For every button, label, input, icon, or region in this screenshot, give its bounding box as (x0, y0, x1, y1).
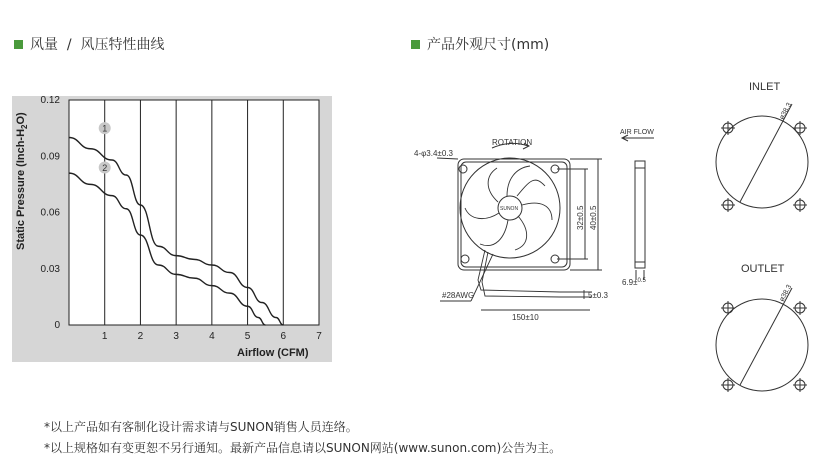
x-tick-label: 5 (244, 331, 251, 342)
wire-gauge-label: #28AWG (442, 291, 475, 300)
inlet-label: INLET (749, 81, 781, 93)
dim-32-label: 32±0.5 (576, 205, 585, 230)
note-1: *以上产品如有客制化设计需求请与SUNON销售人员连络。 (44, 420, 358, 434)
strip-length-label: 5±0.3 (588, 291, 608, 300)
x-tick-label: 6 (280, 331, 287, 342)
x-axis-title: Airflow (CFM) (237, 347, 309, 359)
thickness-label: 6.9±$^{0.5}$ (622, 278, 646, 287)
inlet-diameter-label: ø38.3 (778, 101, 794, 121)
outlet-view (716, 288, 808, 392)
brand-label: SUNON (500, 206, 519, 212)
x-tick-label: 4 (209, 331, 215, 342)
y-tick-label: 0.03 (40, 263, 60, 275)
series-1-label: 1 (102, 123, 108, 134)
y-tick-label: 0.06 (40, 207, 60, 219)
rotation-label: ROTATION (492, 138, 533, 147)
series-2-label: 2 (102, 163, 108, 173)
y-tick-label: 0.12 (40, 95, 60, 106)
y-axis-title: Static Pressure $(Inch-H_2O)$ (15, 112, 29, 250)
x-tick-label: 7 (316, 331, 322, 342)
outlet-diameter-label: ø38.3 (778, 283, 794, 303)
dim-40-label: 40±0.5 (589, 205, 598, 230)
fan-side-view (622, 135, 654, 280)
x-tick-label: 3 (173, 331, 179, 342)
note-2: *以上规格如有变更恕不另行通知。最新产品信息请以SUNON网站(www.sunon.com)公告为主。 (44, 441, 562, 455)
y-tick-label: 0.09 (40, 151, 60, 163)
x-tick-label: 1 (101, 331, 108, 342)
airflow-section-title-text: 风量 / 风压特性曲线 (30, 37, 165, 53)
dimensions-section-title-text: 产品外观尺寸(mm) (427, 37, 550, 53)
x-tick-label: 2 (137, 331, 144, 342)
airflow-direction-label: AIR FLOW (620, 129, 654, 136)
mounting-hole-label: 4-φ3.4±0.3 (414, 149, 453, 158)
outlet-label: OUTLET (741, 263, 785, 275)
inlet-view (716, 101, 808, 212)
y-tick-label: 0 (54, 320, 60, 331)
wire-length-label: 150±10 (512, 313, 539, 322)
